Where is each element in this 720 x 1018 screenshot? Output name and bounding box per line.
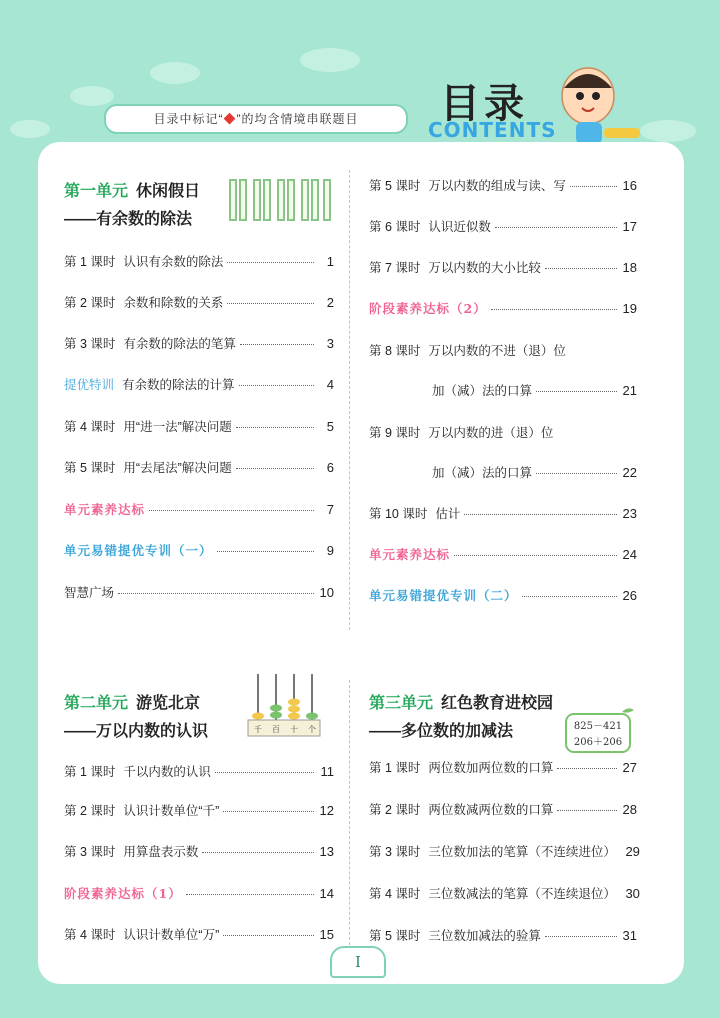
toc-entry-label: 用算盘表示数 [123,845,199,859]
toc-entry[interactable] [369,586,637,604]
toc-entry-lesson: 第 4 课时 [369,887,421,901]
toc-entry-lesson: 第 3 课时 [64,845,116,859]
legend-note-after: ”的均含情境串联题目 [236,112,359,126]
leader-dots [545,936,617,937]
toc-entry-lesson: 第 2 课时 [64,296,116,310]
cloud-decoration [300,48,360,72]
abacus-label-thousands: 千 [254,725,262,734]
toc-entry[interactable] [369,758,637,776]
leader-dots [557,810,617,811]
toc-entry-page: 3 [326,336,334,351]
toc-entry[interactable] [64,762,334,780]
toc-entry-page: 29 [625,844,640,859]
leader-dots [236,468,314,469]
toc-entry-lesson: 第 4 课时 [64,420,116,434]
toc-entry-page: 15 [319,927,334,942]
toc-entry-page: 30 [625,886,640,901]
toc-entry[interactable] [369,504,637,522]
toc-entry-lesson: 第 1 课时 [64,255,116,269]
diamond-marker-icon: ◆ [223,112,237,126]
cloud-decoration [10,120,50,138]
abacus-label-hundreds: 百 [272,725,280,734]
toc-entry[interactable] [369,842,640,860]
toc-entry-lesson: 第 10 课时 [369,507,428,521]
leader-dots [570,186,617,187]
toc-entry-page: 1 [326,254,334,269]
leader-dots [491,309,617,310]
leader-dots [557,768,617,769]
toc-entry-label: 单元素养达标 [64,502,146,517]
toc-entry-lesson: 第 5 课时 [369,179,421,193]
leader-dots [227,303,314,304]
toc-entry-label: 万以内数的大小比较 [428,261,541,275]
toc-entry-label: 三位数减法的笔算（不连续退位） [428,887,616,901]
math-sign-board-icon [562,706,638,756]
toc-entry-lesson: 第 7 课时 [369,261,421,275]
leader-dots [239,385,314,386]
toc-entry-page: 19 [622,301,637,316]
toc-entry-lesson: 第 3 课时 [64,337,116,351]
toc-entry-lesson: 第 4 课时 [64,928,116,942]
unit3-heading [369,690,553,713]
toc-entry-lesson: 第 3 课时 [369,845,421,859]
toc-entry-lesson: 第 8 课时 [369,344,421,358]
toc-entry-label: 万以内数的不进（退）位 [428,344,566,358]
unit3-number: 第三单元 [369,695,434,712]
page-subtitle-contents: CONTENTS [428,118,557,142]
toc-entry[interactable] [369,217,637,235]
toc-entry-label: 单元素养达标 [369,547,451,562]
toc-entry-label: 万以内数的组成与读、写 [428,179,566,193]
leader-dots [149,510,314,511]
toc-entry[interactable] [64,541,334,559]
toc-entry-label: 估计 [435,507,461,521]
leader-dots [536,391,617,392]
toc-entry[interactable] [369,176,637,194]
toc-entry-page: 12 [319,803,334,818]
sign-expression-1: 825－421 [573,721,623,732]
toc-entry[interactable] [64,293,334,311]
leader-dots [536,473,617,474]
leader-dots [223,811,314,812]
toc-entry[interactable] [64,500,334,518]
toc-entry[interactable] [369,341,637,359]
toc-entry-label: 三位数加减法的验算 [428,929,541,943]
toc-entry-label: 余数和除数的关系 [123,296,224,310]
toc-entry-page: 6 [326,460,334,475]
unit1-heading [64,178,200,201]
page-title: 目录 [440,81,528,127]
unit2-title: 游览北京 [136,695,201,712]
toc-entry-page: 22 [622,465,637,480]
toc-entry[interactable] [64,801,334,819]
toc-entry-label: 阶段素养达标（2） [369,301,487,316]
toc-entry[interactable] [64,458,334,476]
toc-entry[interactable] [64,583,334,601]
toc-entry[interactable] [369,884,640,902]
toc-entry-page: 2 [326,295,334,310]
cloud-decoration [70,86,114,106]
toc-entry-lesson: 第 1 课时 [64,765,116,779]
unit1-subtitle: ——有余数的除法 [64,211,193,228]
toc-entry-continuation[interactable] [432,381,637,399]
leader-dots [202,852,314,853]
toc-entry-lesson: 第 1 课时 [369,761,421,775]
leader-dots [495,227,617,228]
toc-entry-label: 两位数减两位数的口算 [428,803,554,817]
toc-entry-label: 单元易错提优专训（一） [64,543,213,558]
toc-entry-lesson: 第 9 课时 [369,426,421,440]
toc-entry-label: 认识有余数的除法 [123,255,224,269]
abacus-icon [246,672,322,738]
toc-entry-label: 单元易错提优专训（二） [369,588,518,603]
column-divider [349,170,350,630]
toc-entry-page: 18 [622,260,637,275]
toc-entry-lesson: 第 6 课时 [369,220,421,234]
toc-entry-lesson: 第 5 课时 [369,929,421,943]
unit1-number: 第一单元 [64,183,129,200]
leader-dots [240,344,314,345]
toc-entry[interactable] [64,375,334,393]
toc-entry-page: 31 [622,928,637,943]
unit3-subtitle: ——多位数的加减法 [369,723,514,740]
legend-note [104,104,408,134]
toc-entry-page: 21 [622,383,637,398]
toc-entry-page: 11 [320,764,334,779]
toc-entry-lesson: 第 2 课时 [369,803,421,817]
leader-dots [464,514,617,515]
cloud-decoration [150,62,200,84]
toc-entry-continuation[interactable] [432,463,637,481]
leader-dots [118,593,314,594]
toc-entry-page: 24 [622,547,637,562]
leader-dots [217,551,314,552]
leader-dots [522,596,617,597]
toc-entry-page: 9 [326,543,334,558]
leader-dots [223,935,314,936]
toc-entry-page: 7 [326,502,334,517]
toc-entry-label: 认识计数单位“万” [123,928,220,942]
unit3-title: 红色教育进校园 [441,695,554,712]
toc-entry[interactable] [64,925,334,943]
toc-entry-label: 有余数的除法的笔算 [123,337,236,351]
toc-entry-label: 认识计数单位“千” [123,804,220,818]
toc-entry[interactable] [369,800,637,818]
toc-entry-label: 加（减）法的口算 [432,384,533,398]
toc-entry-page: 5 [326,419,334,434]
abacus-label-ones: 个 [308,725,316,734]
toc-entry-label: 千以内数的认识 [123,765,211,779]
toc-entry-lesson: 提优特训 [64,378,115,392]
toc-entry[interactable] [369,423,637,441]
toc-entry[interactable] [64,334,334,352]
toc-entry-label: 认识近似数 [428,220,491,234]
column-divider [349,680,350,950]
toc-entry-page: 26 [622,588,637,603]
toc-entry-label: 三位数加法的笔算（不连续进位） [428,845,616,859]
page-number-tab: I [330,946,386,978]
leader-dots [227,262,314,263]
toc-entry-label: 加（减）法的口算 [432,466,533,480]
toc-entry-label: 万以内数的进（退）位 [428,426,554,440]
toc-entry[interactable] [64,252,334,270]
unit2-number: 第二单元 [64,695,129,712]
sign-expression-2: 206＋206 [573,737,623,748]
toc-entry-page: 14 [319,886,334,901]
toc-entry-page: 4 [326,377,334,392]
toc-entry-page: 13 [319,844,334,859]
abacus-label-tens: 十 [290,725,298,734]
toc-entry-page: 27 [622,760,637,775]
toc-entry-label: 智慧广场 [64,586,115,600]
leader-dots [186,894,314,895]
leader-dots [545,268,617,269]
toc-entry[interactable] [369,545,637,563]
toc-entry-page: 16 [622,178,637,193]
toc-entry-lesson: 第 5 课时 [64,461,116,475]
leader-dots [454,555,617,556]
toc-entry-label: 阶段素养达标（1） [64,886,182,901]
toc-entry[interactable] [64,884,334,902]
toc-entry[interactable] [369,258,637,276]
toc-entry[interactable] [369,926,637,944]
toc-entry-page: 17 [622,219,637,234]
toc-entry-page: 23 [622,506,637,521]
toc-entry-label: 有余数的除法的计算 [122,378,235,392]
toc-entry[interactable] [369,299,637,317]
toc-entry-label: 两位数加两位数的口算 [428,761,554,775]
legend-note-before: 目录中标记“ [153,112,224,126]
counting-sticks-icon [228,178,338,224]
unit1-title: 休闲假日 [136,183,201,200]
unit2-subtitle: ——万以内数的认识 [64,723,209,740]
toc-entry-label: 用“去尾法”解决问题 [123,461,232,475]
toc-entry-label: 用“进一法”解决问题 [123,420,232,434]
toc-entry[interactable] [64,417,334,435]
leader-dots [236,427,314,428]
unit2-heading [64,690,200,713]
leader-dots [215,772,314,773]
toc-entry[interactable] [64,842,334,860]
toc-entry-lesson: 第 2 课时 [64,804,116,818]
toc-entry-page: 10 [319,585,334,600]
toc-entry-page: 28 [622,802,637,817]
